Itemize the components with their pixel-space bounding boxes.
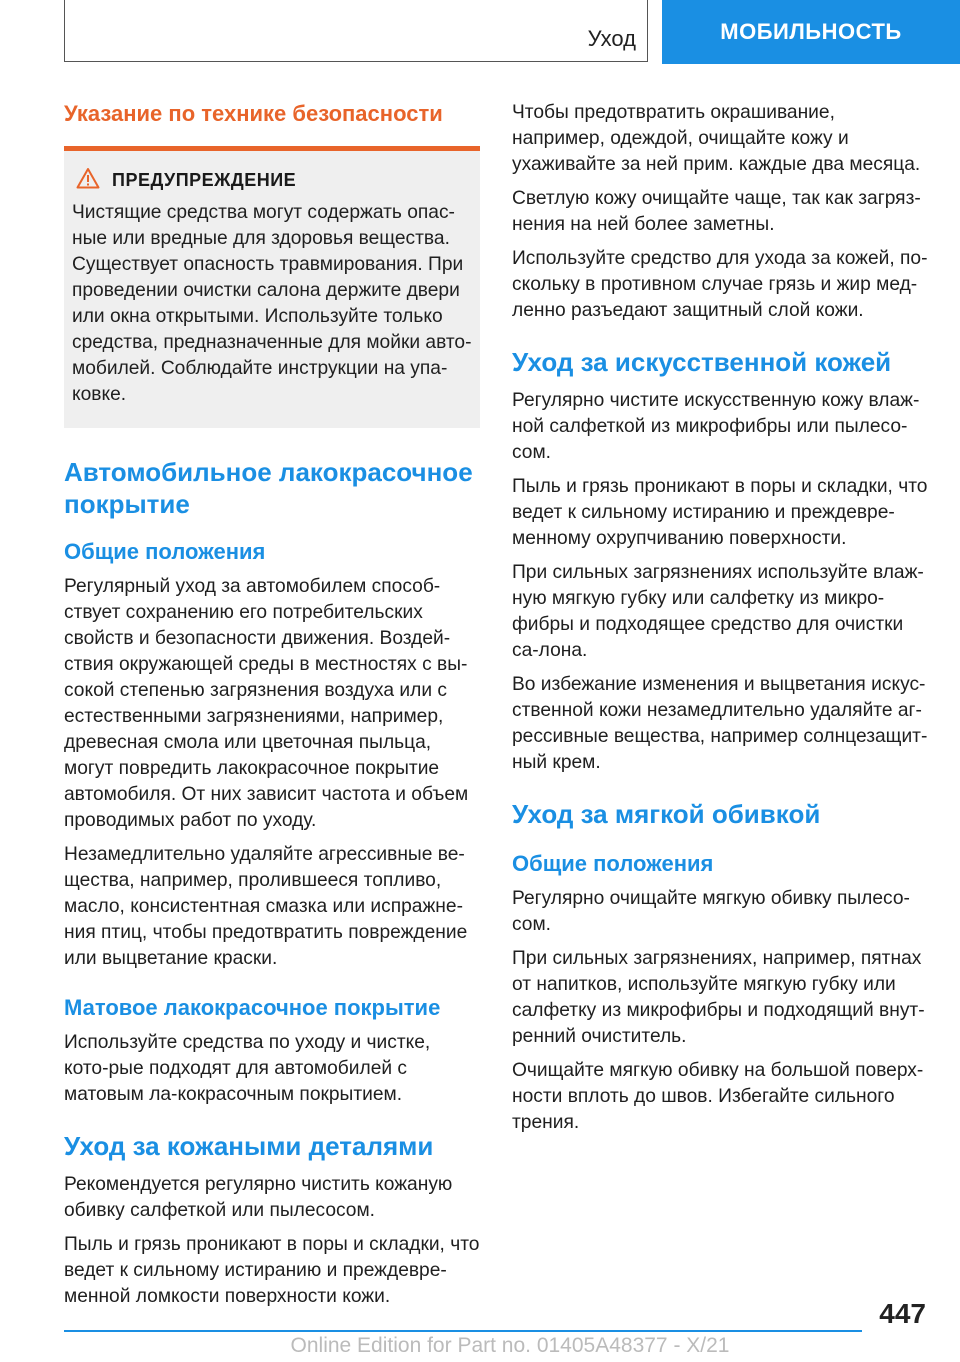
header-frame bbox=[64, 0, 648, 62]
general-heading: Общие положения bbox=[64, 539, 266, 564]
paint-heading: Автомобильное лакокрасочное покрытие bbox=[64, 457, 473, 519]
warning-title-row bbox=[76, 167, 472, 194]
footer-edition-text: Online Edition for Part no. 01405A48377 - X/21 bbox=[290, 1334, 730, 1357]
warning-box bbox=[64, 146, 480, 428]
general-paragraph-1: Регулярный уход за автомобилем способ-ствует сохранению его потребительских свойств и безопасности движения. Воздей-ствия окружающей среды в местностях с вы-сокой степенью загрязнения воздуха или с естественными загрязнениями, например, древесная смола или цветочная пыльца, могут повредить лакокрасочное покрытие автомобиля. От них зависит частота и объем проводимых работ по уходу. bbox=[64, 576, 469, 831]
header-section-title: Уход bbox=[587, 26, 636, 51]
artificial-paragraph-1: Регулярно чистите искусственную кожу влаж-ной салфеткой из микрофибры или пылесо-сом. bbox=[512, 390, 920, 463]
safety-heading: Указание по технике безопасности bbox=[64, 101, 443, 126]
header-chapter-tab[interactable]: МОБИЛЬНОСТЬ bbox=[662, 0, 960, 64]
upholstery-general-heading: Общие положения bbox=[512, 851, 714, 876]
artificial-paragraph-3: При сильных загрязнениях используйте влаж-ную мягкую губку или салфетку из микро-фибры и подходящее средство для очистки са-лона. bbox=[512, 562, 924, 661]
leather-paragraph-5: Используйте средство для ухода за кожей, по-скольку в противном случае грязь и жир мед-ленно разъедают защитный слой кожи. bbox=[512, 248, 928, 321]
warning-title: ПРЕДУПРЕЖДЕНИЕ bbox=[112, 170, 297, 190]
leather-heading: Уход за кожаными деталями bbox=[64, 1131, 434, 1161]
upholstery-paragraph-2: При сильных загрязнениях, например, пятнах от напитков, используйте мягкую губку или салфетку из микрофибры и подходящий внут-ренний очиститель. bbox=[512, 948, 925, 1047]
artificial-leather-heading: Уход за искусственной кожей bbox=[512, 347, 892, 377]
upholstery-paragraph-1: Регулярно очищайте мягкую обивку пылесо-сом. bbox=[512, 888, 910, 935]
warning-text: Чистящие средства могут содержать опас-ные или вредные для здоровья вещества. Существует опасность травмирования. При проведении очистки салона держите двери или окна открытыми. Используйте только средства, предназначенные для мойки авто-мобилей. Соблюдайте инструкции на упа-ковке. bbox=[72, 202, 472, 405]
left-column bbox=[64, 100, 480, 1318]
leather-paragraph-3: Чтобы предотвратить окрашивание, например, одеждой, очищайте кожу и ухаживайте за ней прим. каждые два месяца. bbox=[512, 102, 921, 175]
upholstery-heading: Уход за мягкой обивкой bbox=[512, 799, 821, 829]
artificial-paragraph-2: Пыль и грязь проникают в поры и складки, что ведет к сильному истиранию и преждевре-менному охрупчиванию поверхности. bbox=[512, 476, 928, 549]
artificial-paragraph-4: Во избежание изменения и выцветания искус-ственной кожи незамедлительно удаляйте аг-рессивные вещества, например солнцезащит-ный крем. bbox=[512, 674, 928, 773]
general-paragraph-2: Незамедлительно удаляйте агрессивные ве-щества, например, пролившееся топливо, масло, консистентная смазка или испражне-ния птиц, чтобы предотвратить повреждение или выцветание краски. bbox=[64, 844, 468, 969]
leather-paragraph-4: Светлую кожу очищайте чаще, так как загряз-нения на ней более заметны. bbox=[512, 188, 921, 235]
footer-divider bbox=[64, 1330, 862, 1332]
matte-heading: Матовое лакокрасочное покрытие bbox=[64, 995, 441, 1020]
right-column bbox=[512, 100, 930, 1144]
matte-paragraph: Используйте средства по уходу и чистке, кото-рые подходят для автомобилей с матовым ла-кокрасочным покрытием. bbox=[64, 1032, 431, 1105]
upholstery-paragraph-3: Очищайте мягкую обивку на большой поверх-ности вплоть до швов. Избегайте сильного трения. bbox=[512, 1060, 924, 1133]
leather-paragraph-1: Рекомендуется регулярно чистить кожаную обивку салфеткой или пылесосом. bbox=[64, 1174, 453, 1221]
leather-paragraph-2: Пыль и грязь проникают в поры и складки, что ведет к сильному истиранию и преждевре-менной ломкости поверхности кожи. bbox=[64, 1234, 480, 1307]
warning-triangle-icon bbox=[76, 167, 100, 194]
page-number: 447 bbox=[879, 1298, 926, 1329]
